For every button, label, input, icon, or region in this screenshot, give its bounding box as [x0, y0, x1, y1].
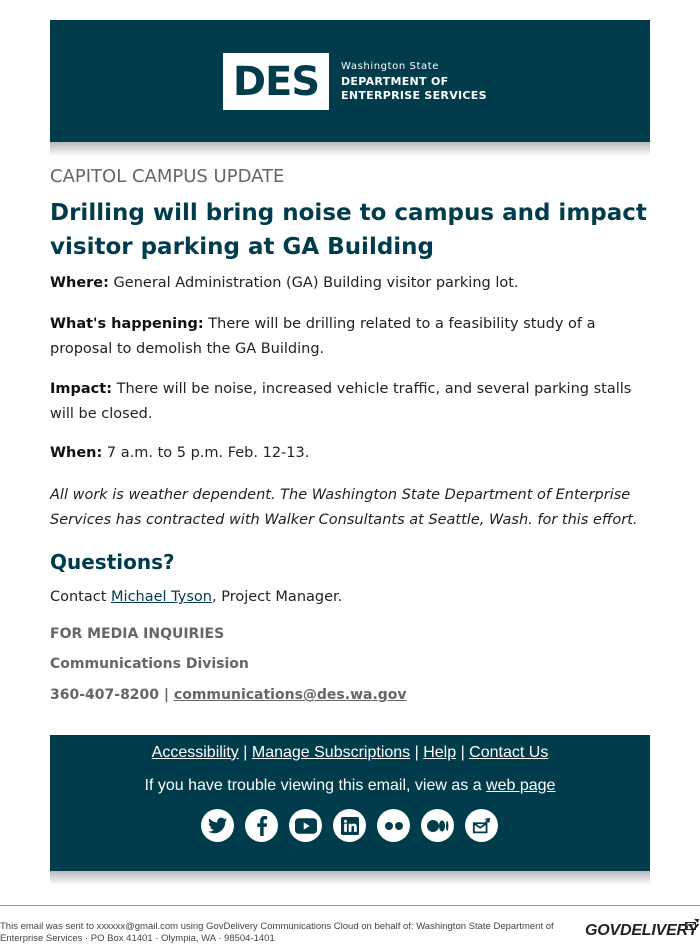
questions-heading: Questions? — [50, 550, 175, 574]
web-page-link[interactable]: web page — [486, 777, 556, 794]
contact-suffix: , Project Manager. — [211, 589, 343, 605]
media-phone: 360-407-8200 — [50, 687, 160, 703]
footer-links — [50, 744, 650, 762]
where-text: General Administration (GA) Building visitor parking lot. — [108, 275, 519, 291]
when-paragraph — [50, 441, 655, 466]
twitter-icon[interactable] — [201, 809, 234, 842]
view-as-webpage-line — [50, 777, 650, 795]
govdelivery-envelope-icon — [685, 916, 699, 935]
govdelivery-subscribe-icon[interactable] — [465, 809, 498, 842]
footer-separator: | — [456, 744, 470, 761]
headline: Drilling will bring noise to campus and impact visitor parking at GA Building — [50, 200, 647, 260]
when-text: 7 a.m. to 5 p.m. Feb. 12-13. — [102, 445, 310, 461]
linkedin-icon[interactable] — [333, 809, 366, 842]
footer-shadow — [50, 871, 650, 885]
kicker: CAPITOL CAMPUS UPDATE — [50, 166, 285, 187]
media-separator: | — [159, 687, 174, 703]
help-link[interactable]: Help — [423, 744, 457, 761]
when-label: When: — [50, 445, 103, 461]
disclaimer-paragraph — [50, 483, 655, 533]
contact-prefix: Contact — [50, 589, 112, 605]
where-label: Where: — [50, 275, 109, 291]
communications-division: Communications Division — [50, 656, 249, 672]
media-contact-line — [50, 687, 407, 703]
happening-label: What's happening: — [50, 316, 204, 332]
contact-name-link[interactable]: Michael Tyson — [111, 589, 212, 605]
contact-line — [50, 585, 342, 610]
trouble-text: If you have trouble viewing this email, view as a — [144, 777, 487, 794]
contact-us-link[interactable]: Contact Us — [469, 744, 549, 761]
accessibility-link[interactable]: Accessibility — [151, 744, 239, 761]
govdelivery-logo[interactable]: GOVDELIVERY — [585, 922, 699, 939]
logo-letters: DES — [232, 58, 320, 105]
youtube-icon[interactable] — [289, 809, 322, 842]
org-name-line2: ENTERPRISE SERVICES — [341, 89, 487, 102]
divider — [0, 905, 700, 906]
fine-print: This email was sent to xxxxxx@gmail.com using GovDelivery Communications Cloud on behalf of: Washington State Department of Enterprise Services · PO Box 41401 · Olympia, WA · 98504-1401 — [0, 921, 554, 944]
social-icons — [201, 809, 509, 842]
flickr-icon[interactable] — [377, 809, 410, 842]
impact-text: There will be noise, increased vehicle traffic, and several parking stalls will be closed. — [50, 381, 632, 422]
org-subtitle: Washington State — [341, 61, 440, 72]
footer-banner — [50, 735, 650, 871]
manage-subscriptions-link[interactable]: Manage Subscriptions — [251, 744, 411, 761]
media-inquiries-title: FOR MEDIA INQUIRIES — [50, 626, 225, 642]
impact-label: Impact: — [50, 381, 112, 397]
facebook-icon[interactable] — [245, 809, 278, 842]
media-email-link[interactable]: communications@des.wa.gov — [173, 687, 407, 703]
disclaimer-text: All work is weather dependent. The Washington State Department of Enterprise Services has contracted with Walker Consultants at Seattle, Wash. for this effort. — [50, 487, 638, 528]
happening-paragraph — [50, 312, 655, 362]
des-logo — [223, 53, 329, 110]
happening-text: There will be drilling related to a feasibility study of a proposal to demolish the GA Building. — [50, 316, 596, 357]
footer-separator: | — [238, 744, 252, 761]
impact-paragraph — [50, 377, 655, 427]
org-name-line1: DEPARTMENT OF — [341, 75, 449, 88]
header-shadow — [50, 142, 650, 156]
where-paragraph — [50, 271, 655, 296]
medium-icon[interactable] — [421, 809, 454, 842]
footer-separator: | — [410, 744, 424, 761]
